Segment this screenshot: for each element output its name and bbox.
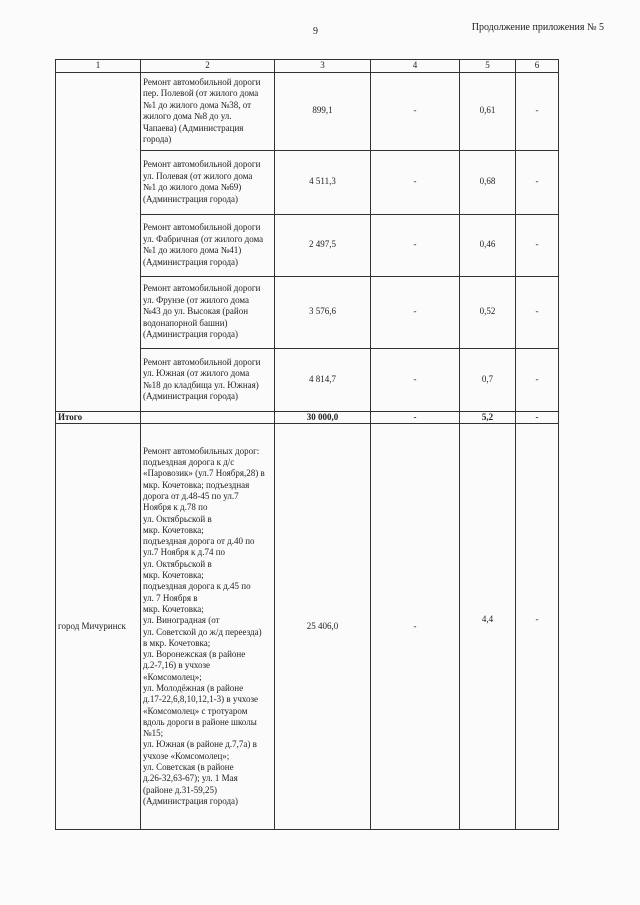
col6-cell: -: [516, 150, 559, 214]
city-row: [56, 424, 559, 830]
col6-cell: -: [516, 214, 559, 276]
col5-cell: 0,52: [460, 276, 516, 348]
total-row: [56, 411, 559, 424]
col6-cell: -: [516, 424, 559, 830]
column-number-row: [56, 60, 559, 73]
work-description: Ремонт автомобильной дороги ул. Полевая (от жилого дома №1 до жилого дома №69) (Администрация города): [141, 150, 275, 214]
page-number: 9: [313, 26, 318, 37]
column-header-1: 1: [56, 60, 141, 73]
column-header-6: 6: [516, 60, 559, 73]
col5-cell: 4,4: [460, 424, 516, 830]
amount-cell: 899,1: [275, 72, 371, 150]
total-col5: 5,2: [460, 411, 516, 424]
col5-cell: 0,68: [460, 150, 516, 214]
col4-cell: -: [371, 348, 460, 411]
col4-cell: -: [371, 214, 460, 276]
road-repair-table: [55, 59, 559, 830]
column-header-3: 3: [275, 60, 371, 73]
column-header-4: 4: [371, 60, 460, 73]
amount-cell: 4 814,7: [275, 348, 371, 411]
col4-cell: -: [371, 424, 460, 830]
col6-cell: -: [516, 348, 559, 411]
column-header-5: 5: [460, 60, 516, 73]
city-name: город Мичуринск: [56, 424, 141, 830]
total-empty-cell: [141, 411, 275, 424]
amount-cell: 25 406,0: [275, 424, 371, 830]
table-row: [56, 72, 559, 150]
col5-cell: 0,7: [460, 348, 516, 411]
col4-cell: -: [371, 276, 460, 348]
district-cell: [56, 72, 141, 411]
col4-cell: -: [371, 72, 460, 150]
work-description: Ремонт автомобильной дороги ул. Южная (от жилого дома №18 до кладбища ул. Южная) (Администрация города): [141, 348, 275, 411]
col5-cell: 0,46: [460, 214, 516, 276]
amount-cell: 3 576,6: [275, 276, 371, 348]
column-header-2: 2: [141, 60, 275, 73]
total-col6: -: [516, 411, 559, 424]
amount-cell: 4 511,3: [275, 150, 371, 214]
amount-cell: 2 497,5: [275, 214, 371, 276]
work-description: Ремонт автомобильной дороги ул. Фабричная (от жилого дома №1 до жилого дома №41) (Администрация города): [141, 214, 275, 276]
col6-cell: -: [516, 72, 559, 150]
work-description: Ремонт автомобильных дорог: подъездная дорога к д/с «Паровозик» (ул.7 Ноября,28) в мкр. Кочетовка; подъездная дорога от д.48-45 по ул.7 Ноября к д.78 по ул. Октябрьской в мкр. Кочетовка; подъездная дорога от д.40 по ул.7 Ноября к д.74 по ул. Октябрьской в мкр. Кочетовка; подъездная дорога к д.45 по ул. 7 Ноября в мкр. Кочетовка; ул. Виноградная (от ул. Советской до ж/д переезда) в мкр. Кочетовка; ул. Воронежская (в районе д.2-7,16) в учхозе «Комсомолец»; ул. Молодёжная (в районе д.17-22,6,8,10,12,1-3) в учхозе «Комсомолец» с тротуаром вдоль дороги в районе школы №15; ул. Южная (в районе д.7,7а) в учхозе «Комсомолец»; ул. Советская (в районе д.26-32,63-67); ул. 1 Мая (районе д.31-59,25) (Администрация города): [141, 424, 275, 830]
total-amount: 30 000,0: [275, 411, 371, 424]
total-col4: -: [371, 411, 460, 424]
appendix-continuation-label: Продолжение приложения № 5: [471, 22, 604, 33]
total-label: Итого: [56, 411, 141, 424]
work-description: Ремонт автомобильной дороги ул. Фрунзе (от жилого дома №43 до ул. Высокая (район водонапорной башни) (Администрация города): [141, 276, 275, 348]
col4-cell: -: [371, 150, 460, 214]
col5-cell: 0,61: [460, 72, 516, 150]
col6-cell: -: [516, 276, 559, 348]
work-description: Ремонт автомобильной дороги пер. Полевой (от жилого дома №1 до жилого дома №38, от жилого дома №8 до ул. Чапаева) (Администрация города): [141, 72, 275, 150]
